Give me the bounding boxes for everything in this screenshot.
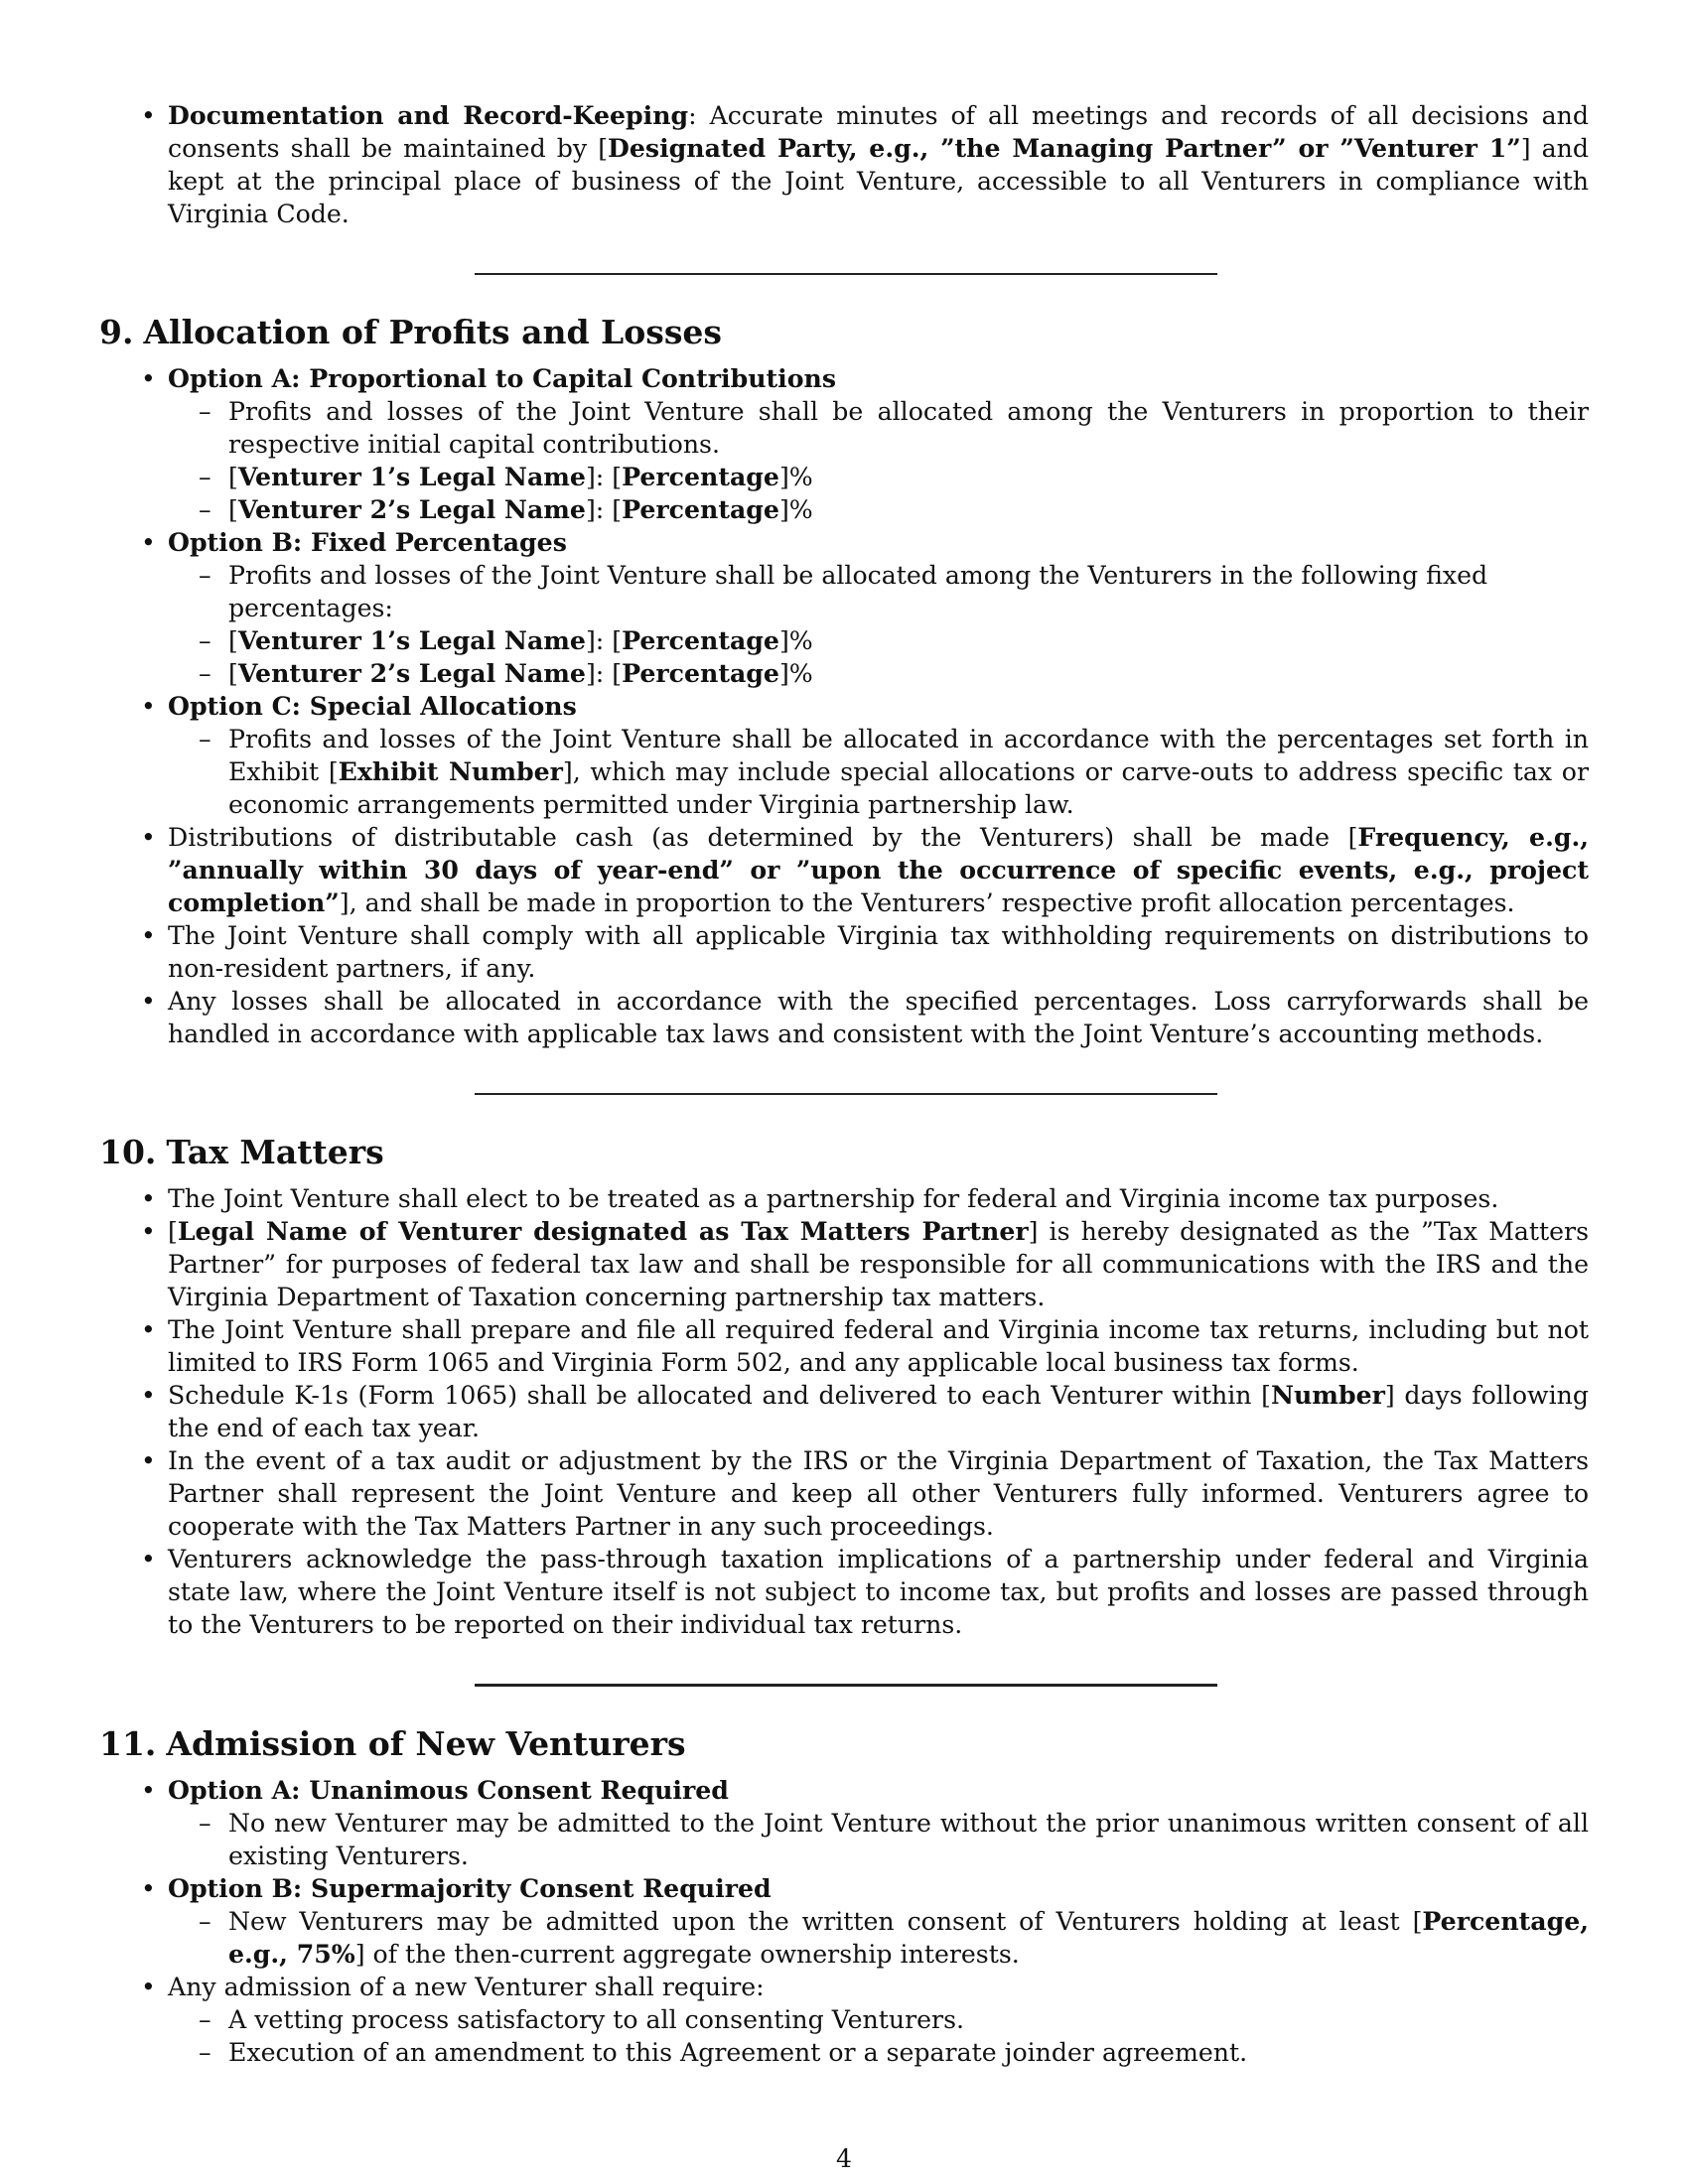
section-11-option-a: • Option A: Unanimous Consent Required – No new Venturer may be admitted to the Joint Venture without the prior unanimous written consent of all existing Venturers. [168,1774,1589,1872]
list-item: – [Venturer 2’s Legal Name]: [Percentage]% [228,493,1589,526]
list-item: • The Joint Venture shall prepare and file all required federal and Virginia income tax returns, including but not limited to IRS Form 1065 and Virginia Form 502, and any applicable local business tax forms. [168,1313,1589,1379]
list-item: • In the event of a tax audit or adjustment by the IRS or the Virginia Department of Taxation, the Tax Matters Partner shall represent the Joint Venture and keep all other Venturers fully informed. Venturers agree to cooperate with the Tax Matters Partner in any such proceedings. [168,1444,1589,1543]
withholding-item: • The Joint Venture shall comply with all applicable Virginia tax withholding requirements on distributions to non-resident partners, if any. [168,919,1589,985]
record-keeping-term: Documentation and Record-Keeping [168,100,689,130]
section-9-option-b: • Option B: Fixed Percentages – Profits and losses of the Joint Venture shall be allocated among the Venturers in the following fixed percentages: – [Venturer 1’s Legal Name]: [Percentage]% – [Venturer 2’s Legal Name]: [Percentage]% [168,526,1589,690]
list-item: – A vetting process satisfactory to all consenting Venturers. [228,2003,1589,2036]
list-item: • The Joint Venture shall elect to be treated as a partnership for federal and Virginia income tax purposes. [168,1182,1589,1215]
list-item: – Profits and losses of the Joint Venture shall be allocated among the Venturers in the following fixed percentages: [228,559,1589,624]
list-item: – [Venturer 1’s Legal Name]: [Percentage]% [228,461,1589,493]
list-item: – Execution of an amendment to this Agreement or a separate joinder agreement. [228,2036,1589,2069]
section-divider [475,1093,1217,1095]
list-item: • [Legal Name of Venturer designated as Tax Matters Partner] is hereby designated as the ”Tax Matters Partner” for purposes of federal tax law and shall be responsible for all communications with the IRS and the Virginia Department of Taxation concerning partnership tax matters. [168,1215,1589,1313]
list-item: – Profits and losses of the Joint Venture shall be allocated among the Venturers in proportion to their respective initial capital contributions. [228,395,1589,461]
page-content [99,99,1589,2069]
list-item: – [Venturer 1’s Legal Name]: [Percentage]% [228,624,1589,657]
admission-requirements: • Any admission of a new Venturer shall require: – A vetting process satisfactory to all consenting Venturers. – Execution of an amendment to this Agreement or a separate joinder agreement. [168,1971,1589,2069]
losses-item: • Any losses shall be allocated in accordance with the specified percentages. Loss carryforwards shall be handled in accordance with applicable tax laws and consistent with the Joint Venture’s accounting methods. [168,985,1589,1050]
list-item: – New Venturers may be admitted upon the written consent of Venturers holding at least [Percentage, e.g., 75%] of the then-current aggregate ownership interests. [228,1905,1589,1971]
section-10-list [99,1182,1589,1641]
section-11-list [99,1774,1589,2069]
section-9-heading: 9. Allocation of Profits and Losses [99,313,722,351]
list-item: – No new Venturer may be admitted to the Joint Venture without the prior unanimous written consent of all existing Venturers. [228,1807,1589,1872]
list-item: • Schedule K-1s (Form 1065) shall be allocated and delivered to each Venturer within [Number] days following the end of each tax year. [168,1379,1589,1444]
list-item: • Venturers acknowledge the pass-through taxation implications of a partnership under federal and Virginia state law, where the Joint Venture itself is not subject to income tax, but profits and losses are passed through to the Venturers to be reported on their individual tax returns. [168,1543,1589,1641]
designated-party-placeholder: Designated Party, e.g., ”the Managing Partner” or ”Venturer 1” [608,133,1521,163]
record-keeping-item: • Documentation and Record-Keeping: Accurate minutes of all meetings and records of all decisions and consents shall be maintained by [Designated Party, e.g., ”the Managing Partner” or ”Venturer 1”] and kept at the principal place of business of the Joint Venture, accessible to all Venturers in compliance with Virginia Code. [168,99,1589,230]
section-11-option-b: • Option B: Supermajority Consent Required – New Venturers may be admitted upon the written consent of Venturers holding at least [Percentage, e.g., 75%] of the then-current aggregate ownership interests. [168,1872,1589,1971]
record-keeping-list [99,99,1589,230]
section-9-option-c: • Option C: Special Allocations – Profits and losses of the Joint Venture shall be allocated in accordance with the percentages set forth in Exhibit [Exhibit Number], which may include special allocations or carve-outs to address specific tax or economic arrangements permitted under Virginia partnership law. [168,690,1589,821]
distributions-item: • Distributions of distributable cash (as determined by the Venturers) shall be made [Frequency, e.g., ”annually within 30 days of year-end” or ”upon the occurrence of specific events, e.g., project completion”], and shall be made in proportion to the Venturers’ respective profit allocation percentages. [168,821,1589,919]
page-number: 4 [836,2144,852,2173]
section-divider [475,1684,1217,1687]
section-9-list [99,362,1589,1050]
section-11-heading: 11. Admission of New Venturers [99,1724,686,1763]
section-10-heading: 10. Tax Matters [99,1133,384,1171]
section-divider [475,273,1217,275]
list-item: – [Venturer 2’s Legal Name]: [Percentage]% [228,657,1589,690]
list-item: – Profits and losses of the Joint Venture shall be allocated in accordance with the percentages set forth in Exhibit [Exhibit Number], which may include special allocations or carve-outs to address specific tax or economic arrangements permitted under Virginia partnership law. [228,723,1589,821]
section-9-option-a: • Option A: Proportional to Capital Contributions – Profits and losses of the Joint Venture shall be allocated among the Venturers in proportion to their respective initial capital contributions. – [Venturer 1’s Legal Name]: [Percentage]% – [Venturer 2’s Legal Name]: [Percentage]% [168,362,1589,526]
